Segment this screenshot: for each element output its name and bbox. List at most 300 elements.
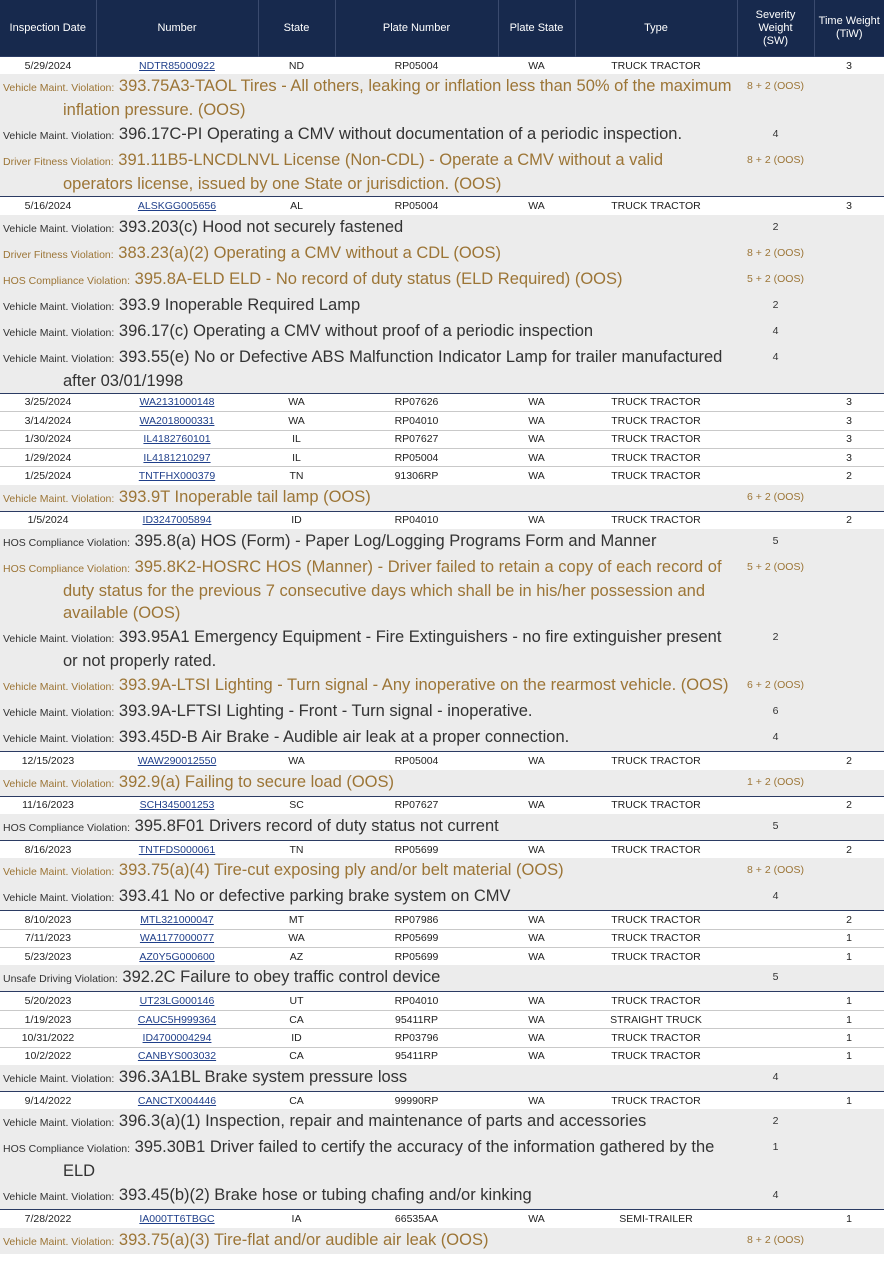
violation-row	[0, 345, 884, 394]
time-weight-cell: 2	[814, 511, 884, 529]
time-weight-cell: 3	[814, 393, 884, 411]
inspection-row	[0, 412, 884, 430]
violation-text	[0, 770, 737, 796]
time-weight-cell: 3	[814, 448, 884, 466]
violation-cell	[0, 555, 737, 625]
severity-weight-cell: 2	[737, 293, 814, 319]
violation-row	[0, 267, 884, 293]
inspection-number-link[interactable]: TNTFHX000379	[138, 470, 216, 483]
state-cell: WA	[258, 393, 335, 411]
severity-weight-cell	[737, 197, 814, 215]
plate-state-cell: WA	[498, 1010, 575, 1028]
violation-description: 396.3(a)(1) Inspection, repair and maintenance of parts and accessories	[118, 1112, 647, 1131]
table-body	[0, 57, 884, 1254]
violation-category: Vehicle Maint. Violation:	[3, 130, 115, 143]
header-plate-state[interactable]: Plate State	[498, 0, 575, 57]
severity-weight-cell	[737, 430, 814, 448]
inspection-number-cell[interactable]	[96, 752, 258, 770]
plate-state-cell: WA	[498, 992, 575, 1010]
inspection-date-cell: 1/19/2023	[0, 1010, 96, 1028]
header-state[interactable]: State	[258, 0, 335, 57]
inspection-number-cell[interactable]	[96, 430, 258, 448]
plate-state-cell: WA	[498, 948, 575, 966]
header-inspection-date[interactable]: Inspection Date	[0, 0, 96, 57]
severity-weight-cell: 8 + 2 (OOS)	[737, 858, 814, 884]
inspection-number-link[interactable]: ALSKGG005656	[137, 200, 217, 213]
inspection-date-cell: 7/28/2022	[0, 1210, 96, 1228]
violation-cell	[0, 673, 737, 699]
violation-description: 393.9T Inoperable tail lamp (OOS)	[118, 487, 371, 506]
inspection-row	[0, 1010, 884, 1028]
inspection-date-cell: 8/10/2023	[0, 911, 96, 929]
time-weight-cell	[814, 858, 884, 884]
violation-cell	[0, 1228, 737, 1254]
time-weight-cell: 2	[814, 840, 884, 858]
violation-cell	[0, 319, 737, 345]
violation-category: Vehicle Maint. Violation:	[3, 892, 115, 905]
severity-weight-cell: 1	[737, 1135, 814, 1183]
severity-weight-cell	[737, 511, 814, 529]
inspection-number-cell[interactable]	[96, 1029, 258, 1047]
state-cell: ID	[258, 511, 335, 529]
violation-category: Vehicle Maint. Violation:	[3, 1117, 115, 1130]
inspection-number-link[interactable]: WA2018000331	[139, 414, 215, 427]
plate-state-cell: WA	[498, 448, 575, 466]
inspection-number-link[interactable]: CAUC5H999364	[137, 1013, 217, 1026]
inspection-date-cell: 9/14/2022	[0, 1092, 96, 1110]
violation-category: Vehicle Maint. Violation:	[3, 352, 115, 365]
inspection-number-link[interactable]: SCH345001253	[139, 799, 215, 812]
time-weight-cell	[814, 1065, 884, 1092]
plate-number-cell: RP05699	[335, 929, 498, 947]
severity-weight-cell	[737, 840, 814, 858]
time-weight-cell	[814, 1135, 884, 1183]
header-time-weight[interactable]	[814, 0, 884, 57]
state-cell: CA	[258, 1092, 335, 1110]
violation-description: 392.2C Failure to obey traffic control device	[122, 968, 441, 987]
violation-cell	[0, 1065, 737, 1092]
plate-state-cell: WA	[498, 197, 575, 215]
time-weight-cell: 1	[814, 1010, 884, 1028]
severity-weight-cell: 4	[737, 884, 814, 911]
plate-number-cell: RP05004	[335, 197, 498, 215]
severity-weight-cell: 6 + 2 (OOS)	[737, 673, 814, 699]
inspection-number-cell[interactable]	[96, 1092, 258, 1110]
violation-description: 395.30B1 Driver failed to certify the accuracy of the information gathered by the ELD	[63, 1138, 715, 1181]
inspection-number-cell[interactable]	[96, 448, 258, 466]
inspection-number-cell[interactable]	[96, 412, 258, 430]
plate-state-cell: WA	[498, 57, 575, 75]
severity-weight-cell	[737, 448, 814, 466]
inspection-number-cell[interactable]	[96, 393, 258, 411]
inspection-number-link[interactable]: CANBYS003032	[137, 1050, 217, 1063]
time-weight-cell: 3	[814, 430, 884, 448]
inspection-row	[0, 467, 884, 485]
violation-row	[0, 529, 884, 555]
inspection-date-cell: 10/2/2022	[0, 1047, 96, 1065]
severity-weight-cell	[737, 752, 814, 770]
state-cell: IL	[258, 430, 335, 448]
inspection-number-link[interactable]: WA2131000148	[139, 396, 215, 409]
severity-weight-cell	[737, 467, 814, 485]
inspection-number-link[interactable]: CANCTX004446	[137, 1094, 217, 1107]
violation-category: Vehicle Maint. Violation:	[3, 777, 115, 790]
type-cell: TRUCK TRACTOR	[575, 796, 737, 814]
inspection-number-cell[interactable]	[96, 948, 258, 966]
violation-description: 383.23(a)(2) Operating a CMV without a CDL (OOS)	[118, 243, 501, 262]
violation-cell	[0, 267, 737, 293]
type-cell: TRUCK TRACTOR	[575, 948, 737, 966]
type-cell: TRUCK TRACTOR	[575, 1029, 737, 1047]
violation-description: 395.8A-ELD ELD - No record of duty status (ELD Required) (OOS)	[134, 269, 623, 288]
inspection-number-cell[interactable]	[96, 197, 258, 215]
inspection-date-cell: 5/29/2024	[0, 57, 96, 75]
inspection-number-cell[interactable]	[96, 57, 258, 75]
inspection-date-cell: 1/25/2024	[0, 467, 96, 485]
violation-cell	[0, 345, 737, 394]
violation-description: 393.41 No or defective parking brake system on CMV	[118, 887, 511, 906]
violation-row	[0, 1065, 884, 1092]
plate-state-cell: WA	[498, 511, 575, 529]
plate-number-cell: RP05699	[335, 840, 498, 858]
violation-text	[0, 122, 737, 148]
violation-row	[0, 699, 884, 725]
violation-cell	[0, 485, 737, 512]
violation-text	[0, 555, 737, 625]
plate-state-cell: WA	[498, 430, 575, 448]
violation-text	[0, 1065, 737, 1091]
violation-cell	[0, 965, 737, 992]
severity-weight-cell	[737, 1047, 814, 1065]
violation-cell	[0, 725, 737, 752]
plate-number-cell: RP03796	[335, 1029, 498, 1047]
state-cell: WA	[258, 929, 335, 947]
inspection-date-cell: 3/25/2024	[0, 393, 96, 411]
violation-description: 392.9(a) Failing to secure load (OOS)	[118, 772, 395, 791]
violation-category: Vehicle Maint. Violation:	[3, 633, 115, 646]
violation-description: 396.17(c) Operating a CMV without proof of a periodic inspection	[118, 321, 594, 340]
inspection-date-cell: 1/29/2024	[0, 448, 96, 466]
type-cell: TRUCK TRACTOR	[575, 57, 737, 75]
header-severity-weight[interactable]	[737, 0, 814, 57]
inspection-number-link[interactable]: IL4181210297	[143, 451, 211, 464]
type-cell: TRUCK TRACTOR	[575, 197, 737, 215]
violation-category: HOS Compliance Violation:	[3, 537, 131, 550]
time-weight-cell	[814, 319, 884, 345]
violation-description: 393.75(a)(4) Tire-cut exposing ply and/or belt material (OOS)	[118, 861, 564, 880]
violation-cell	[0, 241, 737, 267]
inspection-number-cell[interactable]	[96, 929, 258, 947]
inspection-number-cell[interactable]	[96, 840, 258, 858]
plate-state-cell: WA	[498, 840, 575, 858]
violation-text	[0, 1183, 737, 1209]
severity-weight-cell	[737, 1010, 814, 1028]
state-cell: SC	[258, 796, 335, 814]
time-weight-cell: 1	[814, 1092, 884, 1110]
state-cell: IA	[258, 1210, 335, 1228]
severity-weight-cell: 5	[737, 965, 814, 992]
inspection-number-link[interactable]: WA1177000077	[139, 932, 215, 945]
inspection-date-cell: 1/5/2024	[0, 511, 96, 529]
violation-category: Vehicle Maint. Violation:	[3, 681, 115, 694]
violation-description: 396.3A1BL Brake system pressure loss	[118, 1068, 408, 1087]
state-cell: UT	[258, 992, 335, 1010]
type-cell: TRUCK TRACTOR	[575, 467, 737, 485]
severity-weight-cell: 8 + 2 (OOS)	[737, 241, 814, 267]
plate-number-cell: 91306RP	[335, 467, 498, 485]
type-cell: TRUCK TRACTOR	[575, 1092, 737, 1110]
plate-state-cell: WA	[498, 412, 575, 430]
inspection-row	[0, 911, 884, 929]
violation-cell	[0, 1109, 737, 1135]
violation-cell	[0, 770, 737, 797]
inspection-number-link[interactable]: AZ0Y5G000600	[139, 950, 215, 963]
violation-row	[0, 965, 884, 992]
type-cell: TRUCK TRACTOR	[575, 412, 737, 430]
time-weight-cell	[814, 1228, 884, 1254]
plate-number-cell: RP04010	[335, 992, 498, 1010]
violation-row	[0, 814, 884, 841]
inspection-row	[0, 511, 884, 529]
state-cell: WA	[258, 752, 335, 770]
inspection-row	[0, 430, 884, 448]
severity-weight-cell	[737, 1210, 814, 1228]
plate-number-cell: 66535AA	[335, 1210, 498, 1228]
violation-category: Vehicle Maint. Violation:	[3, 1235, 115, 1248]
violation-row	[0, 858, 884, 884]
violation-cell	[0, 215, 737, 241]
time-weight-cell	[814, 770, 884, 797]
violation-description: 393.95A1 Emergency Equipment - Fire Extinguishers - no fire extinguisher present or not properly rated.	[63, 628, 722, 671]
inspection-number-cell[interactable]	[96, 1047, 258, 1065]
header-plate-number[interactable]: Plate Number	[335, 0, 498, 57]
severity-weight-cell	[737, 393, 814, 411]
severity-weight-cell: 4	[737, 1065, 814, 1092]
time-weight-cell: 2	[814, 467, 884, 485]
inspection-number-cell[interactable]	[96, 511, 258, 529]
violation-text	[0, 215, 737, 241]
severity-weight-cell: 2	[737, 215, 814, 241]
inspection-row	[0, 796, 884, 814]
inspection-date-cell: 10/31/2022	[0, 1029, 96, 1047]
type-cell: STRAIGHT TRUCK	[575, 1010, 737, 1028]
violation-category: HOS Compliance Violation:	[3, 563, 131, 576]
severity-weight-cell	[737, 57, 814, 75]
time-weight-cell	[814, 148, 884, 197]
state-cell: CA	[258, 1010, 335, 1028]
inspection-date-cell: 12/15/2023	[0, 752, 96, 770]
violation-category: Driver Fitness Violation:	[3, 156, 114, 169]
violation-text	[0, 725, 737, 751]
severity-weight-cell: 1 + 2 (OOS)	[737, 770, 814, 797]
header-time-line2: (TiW)	[836, 28, 863, 40]
time-weight-cell	[814, 267, 884, 293]
type-cell: TRUCK TRACTOR	[575, 430, 737, 448]
violation-cell	[0, 1135, 737, 1183]
violation-text	[0, 485, 737, 511]
inspection-row	[0, 1047, 884, 1065]
state-cell: TN	[258, 467, 335, 485]
violation-text	[0, 74, 737, 122]
inspection-row	[0, 57, 884, 75]
violation-text	[0, 1228, 737, 1254]
violation-text	[0, 1109, 737, 1135]
plate-state-cell: WA	[498, 1047, 575, 1065]
time-weight-cell	[814, 1109, 884, 1135]
time-weight-cell	[814, 725, 884, 752]
plate-number-cell: RP07627	[335, 796, 498, 814]
type-cell: SEMI-TRAILER	[575, 1210, 737, 1228]
violation-cell	[0, 814, 737, 841]
inspection-date-cell: 7/11/2023	[0, 929, 96, 947]
state-cell: WA	[258, 412, 335, 430]
violation-description: 393.45(b)(2) Brake hose or tubing chafing and/or kinking	[118, 1186, 532, 1205]
violation-category: HOS Compliance Violation:	[3, 1143, 131, 1156]
violation-text	[0, 884, 737, 910]
violation-cell	[0, 293, 737, 319]
plate-number-cell: RP04010	[335, 412, 498, 430]
inspection-number-link[interactable]: MTL321000047	[140, 913, 214, 926]
severity-weight-cell: 5	[737, 529, 814, 555]
plate-state-cell: WA	[498, 911, 575, 929]
violation-cell	[0, 884, 737, 911]
time-weight-cell: 3	[814, 57, 884, 75]
violation-description: 393.9A-LFTSI Lighting - Front - Turn signal - inoperative.	[118, 702, 533, 721]
inspection-row	[0, 752, 884, 770]
header-severity-line3: (SW)	[762, 34, 789, 47]
plate-number-cell: RP05004	[335, 448, 498, 466]
plate-number-cell: 95411RP	[335, 1010, 498, 1028]
time-weight-cell	[814, 241, 884, 267]
violation-cell	[0, 625, 737, 673]
time-weight-cell	[814, 122, 884, 148]
time-weight-cell: 1	[814, 948, 884, 966]
inspection-row	[0, 448, 884, 466]
severity-weight-cell: 6 + 2 (OOS)	[737, 485, 814, 512]
time-weight-cell	[814, 1183, 884, 1210]
inspection-number-cell[interactable]	[96, 911, 258, 929]
time-weight-cell	[814, 699, 884, 725]
violation-text	[0, 241, 737, 267]
header-type[interactable]: Type	[575, 0, 737, 57]
inspection-row	[0, 948, 884, 966]
violation-text	[0, 148, 737, 196]
time-weight-cell	[814, 673, 884, 699]
inspection-row	[0, 929, 884, 947]
header-severity-line2: Weight	[758, 21, 793, 34]
time-weight-cell	[814, 965, 884, 992]
inspection-row	[0, 840, 884, 858]
inspection-number-link[interactable]: IA000TT6TBGC	[139, 1213, 215, 1226]
severity-weight-cell: 4	[737, 319, 814, 345]
violation-category: Vehicle Maint. Violation:	[3, 82, 115, 95]
inspection-date-cell: 3/14/2024	[0, 412, 96, 430]
state-cell: AL	[258, 197, 335, 215]
inspection-number-cell[interactable]	[96, 992, 258, 1010]
inspection-number-link[interactable]: IL4182760101	[143, 433, 211, 446]
severity-weight-cell: 4	[737, 725, 814, 752]
state-cell: TN	[258, 840, 335, 858]
inspection-number-link[interactable]: UT23LG000146	[139, 995, 215, 1008]
inspection-number-link[interactable]: NDTR85000922	[139, 59, 215, 72]
state-cell: AZ	[258, 948, 335, 966]
violation-description: 393.203(c) Hood not securely fastened	[118, 217, 404, 236]
inspection-row	[0, 197, 884, 215]
violation-description: 393.9 Inoperable Required Lamp	[118, 295, 361, 314]
violation-category: Vehicle Maint. Violation:	[3, 492, 115, 505]
inspection-number-cell[interactable]	[96, 796, 258, 814]
violation-text	[0, 814, 737, 840]
violation-cell	[0, 122, 737, 148]
plate-state-cell: WA	[498, 1029, 575, 1047]
inspection-number-cell[interactable]	[96, 1010, 258, 1028]
violation-row	[0, 74, 884, 122]
time-weight-cell	[814, 625, 884, 673]
state-cell: ND	[258, 57, 335, 75]
header-number[interactable]: Number	[96, 0, 258, 57]
time-weight-cell	[814, 529, 884, 555]
severity-weight-cell	[737, 911, 814, 929]
plate-state-cell: WA	[498, 752, 575, 770]
violation-description: 395.8K2-HOSRC HOS (Manner) - Driver failed to retain a copy of each record of duty status for the previous 7 consecutive days which shall be in his/her possession and available (OOS)	[63, 558, 722, 623]
time-weight-cell	[814, 814, 884, 841]
plate-state-cell: WA	[498, 929, 575, 947]
inspection-row	[0, 1092, 884, 1110]
severity-weight-cell: 5	[737, 814, 814, 841]
violation-text	[0, 293, 737, 319]
violation-description: 393.75A3-TAOL Tires - All others, leaking or inflation less than 50% of the maximum inflation pressure. (OOS)	[63, 77, 732, 120]
inspection-date-cell: 11/16/2023	[0, 796, 96, 814]
violation-row	[0, 1183, 884, 1210]
violation-category: Unsafe Driving Violation:	[3, 973, 118, 986]
time-weight-cell: 1	[814, 992, 884, 1010]
plate-state-cell: WA	[498, 467, 575, 485]
violation-text	[0, 625, 737, 673]
time-weight-cell: 2	[814, 911, 884, 929]
violation-row	[0, 485, 884, 512]
violation-category: Vehicle Maint. Violation:	[3, 733, 115, 746]
time-weight-cell	[814, 293, 884, 319]
inspection-number-cell[interactable]	[96, 467, 258, 485]
inspection-date-cell: 5/23/2023	[0, 948, 96, 966]
violation-description: 393.75(a)(3) Tire-flat and/or audible air leak (OOS)	[118, 1230, 489, 1249]
violation-text	[0, 529, 737, 555]
plate-number-cell: RP07627	[335, 430, 498, 448]
plate-state-cell: WA	[498, 796, 575, 814]
inspection-number-link[interactable]: ID3247005894	[142, 514, 212, 527]
violation-description: 395.8(a) HOS (Form) - Paper Log/Logging Programs Form and Manner	[134, 532, 657, 551]
inspection-number-link[interactable]: ID4700004294	[142, 1031, 212, 1044]
plate-number-cell: 95411RP	[335, 1047, 498, 1065]
inspection-number-cell[interactable]	[96, 1210, 258, 1228]
plate-number-cell: RP07626	[335, 393, 498, 411]
inspection-number-link[interactable]: TNTFDS000061	[138, 843, 216, 856]
time-weight-cell	[814, 555, 884, 625]
table-header	[0, 0, 884, 57]
violation-row	[0, 215, 884, 241]
violation-category: Vehicle Maint. Violation:	[3, 1191, 115, 1204]
time-weight-cell	[814, 884, 884, 911]
type-cell: TRUCK TRACTOR	[575, 752, 737, 770]
severity-weight-cell: 4	[737, 122, 814, 148]
inspection-number-link[interactable]: WAW290012550	[137, 754, 217, 767]
violation-text	[0, 345, 737, 393]
inspection-date-cell: 1/30/2024	[0, 430, 96, 448]
inspection-date-cell: 8/16/2023	[0, 840, 96, 858]
type-cell: TRUCK TRACTOR	[575, 929, 737, 947]
violation-cell	[0, 529, 737, 555]
time-weight-cell: 1	[814, 929, 884, 947]
